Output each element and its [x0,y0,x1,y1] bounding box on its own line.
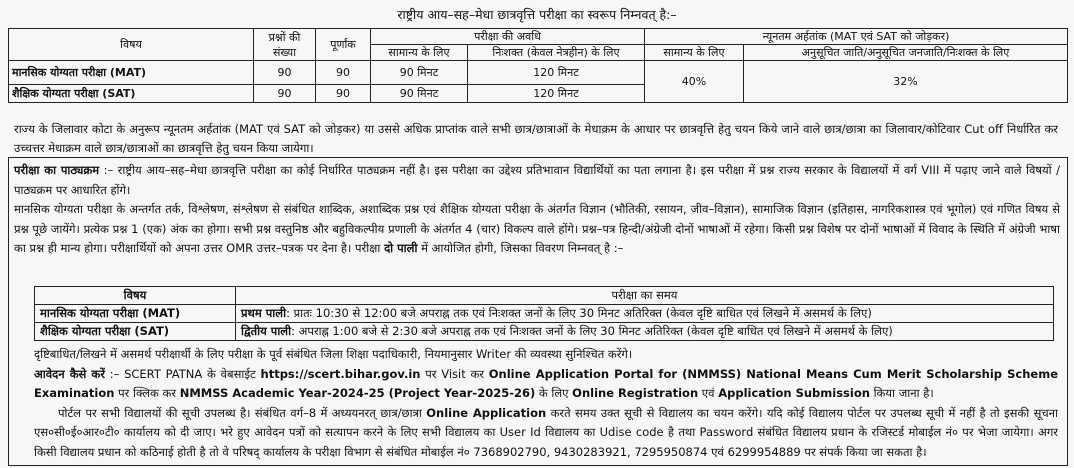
cell-duration-general: 90 मिनट [371,85,468,103]
cell-subject: शैक्षिक योग्यता परीक्षा (SAT) [35,323,236,341]
apply-text: पर Visit कर [425,366,485,381]
th-questions: प्रश्नों की संख्या [254,29,316,61]
syllabus-text-2: मानसिक योग्यता परीक्षा के अन्तर्गत तर्क, विश्लेषण, संश्लेषण से संबंधित शाब्दिक, अशाब्दिक प्रश्न एवं शैक्षिक योग्यता परीक्षा के अंतर्गत विज्ञान (भौतिकी, रसायन, जीव–विज्ञान), सामाजिक विज्ञान (इतिहास, नागरिकशास्त्र एवं भूगोल) एवं गणित विषय से प्रश्न पूछे जायेंगे। प्रत्येक प्रश्न 1 (एक) अंक का होगा। सभी प्रश्न वस्तुनिष्ठ और बहुविकल्पीय प्रणाली के अंतर्गत 4 (चार) विकल्प वाले होंगे। प्रश्न–पत्र हिन्दी/अंग्रेजी दोनों भाषाओं में रहेगा। किसी प्रश्न विशेष पर दोनों भाषाओं में विवाद के स्थिति में अंग्रेजी भाषा का प्रश्न ही मान्य होगा। परीक्षार्थियों को अपना उत्तर OMR उत्तर–पत्रक पर देना है। परीक्षा [14,202,1060,256]
cell-subject: शैक्षिक योग्यता परीक्षा (SAT) [9,85,254,103]
th-min-general: सामान्य के लिए [645,45,744,61]
cell-min-general: 40% [645,61,744,103]
table-row [35,305,1054,323]
table-row [35,323,1054,341]
shift-label: प्रथम पाली [241,306,287,320]
online-registration: Online Registration [572,386,699,400]
shift-time: : प्रातः 10:30 से 12:00 बजे अपराह्न तक एवं निःशक्त जनों के लिए 30 मिनट अतिरिक्त (केवल दृष्टि बाधित एवं लिखने में असमर्थ के लिए) [286,306,872,320]
cell-marks: 90 [316,61,371,85]
cell-min-reserved: 32% [744,61,1068,103]
apply-text: एवं [701,386,715,400]
website-link[interactable]: https://scert.bihar.gov.in [260,366,421,381]
apply-paragraph [34,365,1058,404]
shift-time: : अपराह्न 1:00 बजे से 2:30 बजे अपराह्न तक एवं निःशक्त जनों के लिए 30 मिनट अतिरिक्त (केवल दृष्टि बाधित एवं लिखने में असमर्थ के लिए) [291,324,893,338]
contact-phone: 6299954889 [727,444,801,459]
portal-text: पोर्टल पर सभी विद्यालयों की सूची उपलब्ध है। संबंधित वर्ग–8 में अध्ययनरत् छात्र/छात्रा [58,405,422,420]
portal-paragraph [34,404,1058,463]
portal-text: एवं [711,444,724,459]
shift-label: द्वितीय पाली [241,324,292,338]
cell-questions: 90 [254,61,316,85]
writer-paragraph: दृष्टिबाधित/लिखने में असमर्थ परीक्षार्थी के लिए परीक्षा के पूर्व संबंधित जिला शिक्षा पदाधिकारी, नियमानुसार Writer की व्यवस्था सुनिश्चित करेंगे। [34,347,633,361]
exam-structure-table [8,28,1068,103]
syllabus-shift-bold: दो पाली [384,241,418,256]
portal-name: Online Application Portal for (NMMSS) National Means Cum Merit Scholarship Scheme Examination [34,366,1058,400]
th-min-marks: न्यूनतम अर्हतांक (MAT एवं SAT को जोड़कर) [645,29,1068,45]
th-duration-disabled: निःशक्त (केवल नेत्रहीन) के लिए [468,45,645,61]
th-duration-general: सामान्य के लिए [371,45,468,61]
th-time: परीक्षा का समय [236,287,1054,305]
contact-phones: 7368902790, 9430283921, 7295950874 [473,444,708,459]
cell-subject: मानसिक योग्यता परीक्षा (MAT) [9,61,254,85]
syllabus-text-3: में आयोजित होगी, जिसका विवरण निम्नवत् है :– [421,241,624,256]
page-title: राष्ट्रीय आय–सह–मेधा छात्रवृत्ति परीक्षा का स्वरूप निम्नवत् है:– [397,7,677,22]
cell-questions: 90 [254,85,316,103]
online-application: Online Application [426,405,547,420]
exam-time-table [34,286,1054,341]
academic-year: NMMSS Academic Year-2024-25 (Project Year-2025-26) [179,386,536,400]
cell-time [236,323,1054,341]
apply-text: के लिए [538,386,569,400]
syllabus-paragraph [14,161,1060,259]
apply-text: :– SCERT PATNA के वेबसाईट [109,366,256,381]
instructions-block [34,345,1058,462]
th-subject: विषय [9,29,254,61]
cell-duration-disabled: 120 मिनट [468,85,645,103]
th-duration: परीक्षा की अवधि [371,29,645,45]
apply-label: आवेदन कैसे करें [34,366,105,381]
cutoff-paragraph: राज्य के जिलावार कोटा के अनुरूप न्यूनतम अर्हतांक (MAT एवं SAT को जोड़कर) या उससे अधिक प्राप्तांक वाले सभी छात्र/छात्राओं के मेधाक्रम के आधार पर छात्रवृत्ति हेतु चयन किये जाने वाले छात्र/छात्रा का जिलावार/कोटिवार Cut off निर्धारित कर उच्चत्तर मेधाक्रम वाले छात्र/छात्राओं का छात्रवृत्ति हेतु चयन किया जायेगा। [14,122,1058,155]
syllabus-label: परीक्षा का पाठ्यक्रम [14,163,100,177]
apply-text: किया जाना है। [873,386,934,400]
cell-duration-disabled: 120 मिनट [468,61,645,85]
apply-text: पर क्लिक कर [118,386,177,400]
cell-subject: मानसिक योग्यता परीक्षा (MAT) [35,305,236,323]
table-row [9,61,1068,85]
th-fullmarks: पूर्णांक [316,29,371,61]
portal-text: पर संपर्क किया जा सकता है। [804,444,927,459]
th-min-reserved: अनुसूचित जाति/अनुसूचित जनजाति/निःशक्त के लिए [744,45,1068,61]
portal-text: करते समय उक्त सूची से विद्यालय का चयन करेंगे। यदि कोई विद्यालय पोर्टल पर उपलब्ध सूची में नहीं है तो इसकी सूचना एस०सी०ई०आर०टी० कार्यालय को दी जाए। भरे हुए आवेदन पत्रों को सत्यापन करने के लिए सभी विद्यालय का User Id विद्यालय का Udise code है तथा Password संबंधित विद्यालय प्रधान के रजिस्टर्ड मोबाईल नं० पर भेजा जायेगा। अगर किसी विद्यालय प्रधान को कठिनाई होती है तो वे परिषद् कार्यालय के परीक्षा विभाग से संबंधित मोबाईल नं० [34,405,1059,459]
syllabus-text-1: :– राष्ट्रीय आय–सह–मेधा छात्रवृत्ति परीक्षा का कोई निर्धारित पाठ्यक्रम नहीं है। इस परीक्षा का उद्देश्य प्रतिभावान विद्यार्थियों का पता लगाना है। इस परीक्षा में प्रश्न राज्य सरकार के विद्यालयों में वर्ग VIII में पढ़ाए जाने वाले विषयों / पाठ्यक्रम पर आधारित होंगे। [14,163,1060,197]
cell-marks: 90 [316,85,371,103]
application-submission: Application Submission [718,386,870,400]
cell-duration-general: 90 मिनट [371,61,468,85]
cell-time [236,305,1054,323]
th-subject: विषय [35,287,236,305]
